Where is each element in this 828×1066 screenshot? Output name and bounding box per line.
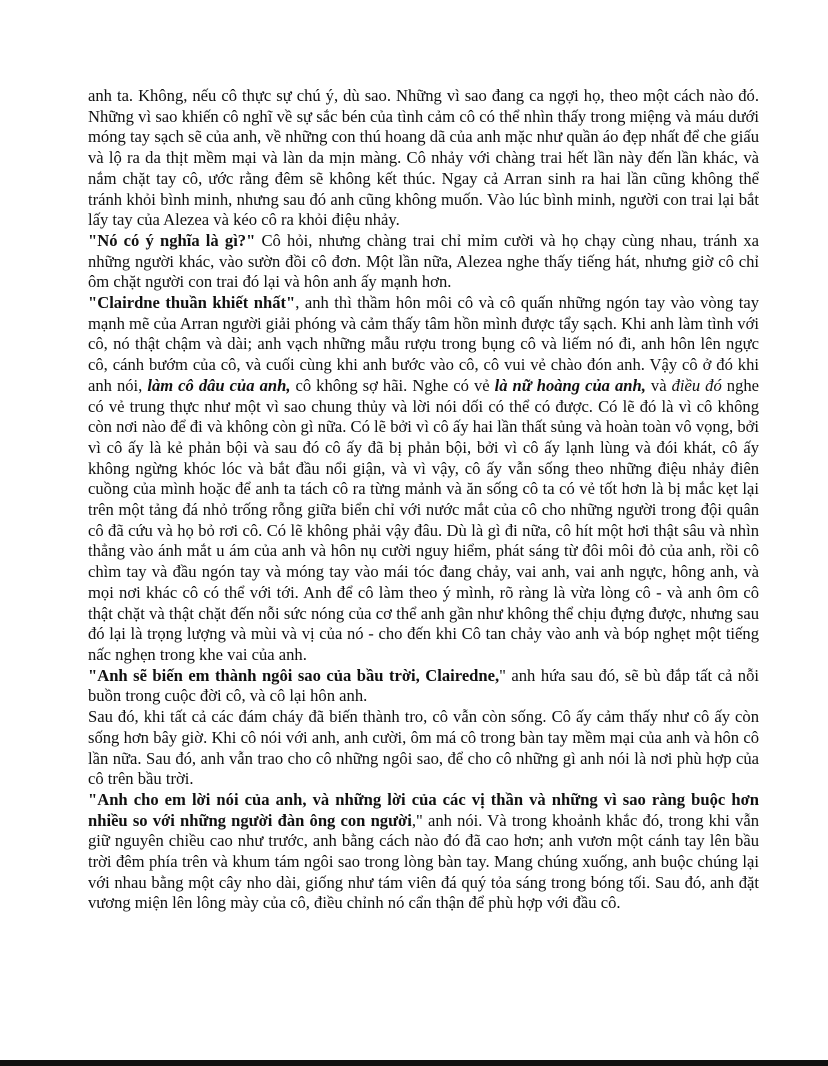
text-run: Sau đó, khi tất cả các đám cháy đã biến thành tro, cô vẫn còn sống. Cô ấy cảm thấy như cô ấy còn sống hơn bây giờ. Khi cô nói với anh, anh cười, ôm má cô trong bàn tay mềm mại của anh và hôn cô lần nữa. Sau đó, anh vẫn trao cho cô những ngôi sao, để cho cô những gì anh nói là nơi phù hợp của cô trên bầu trời. [88, 707, 759, 789]
text-run: Cô hỏi, nhưng chàng trai chỉ mỉm cười và họ chạy cùng nhau, tránh xa những người khác, vào sườn đồi cô đơn. Một lần nữa, Alezea nghe thấy tiếng hát, nhưng giờ cô chỉ ôm chặt người con trai đó lại và hôn anh ấy mạnh hơn. [88, 230, 759, 292]
emphasis-text: làm cô dâu của anh, [147, 375, 291, 395]
text-run: và [645, 375, 672, 395]
paragraph [88, 666, 759, 707]
text-run: ," anh nói. Và trong khoảnh khắc đó, trong khi vẫn giữ nguyên chiều cao như trước, anh bằng cách nào đó đã cao hơn; anh vươn một cánh tay lên bầu trời đêm phía trên và khum tám ngôi sao trong lòng bàn tay. Mang chúng xuống, anh buộc chúng lại với nhau bằng một cây nho dài, giống như tám viên đá quý tỏa sáng trong bóng tối. Sau đó, anh đặt vương miện lên lông mày của cô, điều chỉnh nó cẩn thận để phù hợp với đầu cô. [88, 810, 759, 913]
emphasis-text: "Nó có ý nghĩa là gì?" [88, 230, 256, 250]
text-run: anh ta. Không, nếu cô thực sự chú ý, dù sao. Những vì sao đang ca ngợi họ, theo một cách nào đó. Những vì sao khiến cô nghĩ về sự sắc bén của tình cảm cô có thể nhìn thấy trong miệng và máu dưới móng tay sạch sẽ của anh, về những con thú hoang dã của anh mặc như quần áo đẹp nhất để che giấu và lộ ra da thịt mềm mại và làn da mịn màng. Cô nhảy với chàng trai hết lần này đến lần khác, và nắm chặt tay cô, ước rằng đêm sẽ không kết thúc. Ngay cả Arran sinh ra hai lần cũng không thể tránh khỏi bình minh, nhưng sau đó anh cũng không muốn. Vào lúc bình minh, người con trai lại bắt lấy tay của Alezea và kéo cô ra khỏi điệu nhảy. [88, 86, 759, 230]
text-run: cô không sợ hãi. Nghe có vẻ [290, 375, 495, 395]
emphasis-text: điều đó [671, 375, 722, 395]
paragraph [88, 293, 759, 666]
text-run: nghe có vẻ trung thực như một vì sao chung thủy và lời nói dối có thể có được. Có lẽ đó là vì cô không còn nơi nào để đi và không còn gì nữa. Có lẽ bởi vì cô ấy hai lần thất sủng và hoàn toàn vô vọng, bởi vì cô ấy là kẻ phản bội và sau đó cô ấy đã bị phản bội, bởi vì cô ấy lạnh lùng và đói khát, cô ấy không ngừng khóc lóc và bắt đầu nổi giận, và vì vậy, cô ấy vẫn sống theo những điệu nhảy điên cuồng của mình hoặc để anh ta tách cô ra từng mảnh và ăn sống cô ta có vẻ tốt hơn là bị mắc kẹt lại trên một tảng đá nhỏ trống rỗng giữa biển chỉ với nước mắt của cô cho những người trong đội quân cô đã cứu và họ bỏ rơi cô. Có lẽ không phải vậy đâu. Dù là gì đi nữa, cô hít một hơi thật sâu và nhìn thẳng vào ánh mắt u ám của anh và hôn nụ cười nguy hiểm, phát sáng từ đôi môi đỏ của anh, rồi cô chìm tay và đầu ngón tay và móng tay vào mái tóc đang chảy, vai anh, vai anh ngực, hông anh, và mọi nơi khác cô có thể với tới. Anh để cô làm theo ý mình, rõ ràng là vừa lòng cô - và anh ôm cô thật chặt và thật chặt đến nỗi sức nóng của cơ thể anh gần như không thể chịu đựng được, nhưng sau đó lại là trọng lượng và mùi và vị của nó - cho đến khi Cô tan chảy vào anh và bóp nghẹt một tiếng nấc nghẹn trong khe vai của anh. [88, 375, 760, 664]
text-run: , anh thì thầm hôn môi cô và cô quấn những ngón tay vào vòng tay mạnh mẽ của Arran người giải phóng và cảm thấy tâm hồn mình được tẩy sạch. Khi anh làm tình với cô, nó thật chậm và dài; anh vạch những mẫu rượu trong bụng cô và liếm nó đi, anh hôn lên ngực cô, cánh bướm của cô, và cuối cùng khi anh bước vào cô, cô vui vẻ chào đón anh. Vậy cô ở đó khi anh nói, [88, 293, 759, 395]
bottom-edge-bar [0, 1060, 828, 1066]
emphasis-text: "Clairdne thuần khiết nhất" [88, 293, 296, 313]
paragraph [88, 790, 759, 914]
paragraph [88, 231, 759, 293]
document-page [88, 86, 759, 914]
paragraph [88, 86, 759, 231]
emphasis-text: "Anh sẽ biến em thành ngôi sao của bầu trời, Clairedne, [88, 665, 500, 685]
text-run: " anh hứa sau đó, sẽ bù đắp tất cả nỗi buồn trong cuộc đời cô, và cô lại hôn anh. [88, 665, 759, 706]
emphasis-text: "Anh cho em lời nói của anh, và những lời của các vị thần và những vì sao ràng buộc hơn nhiều so với những người đàn ông con người [88, 789, 759, 830]
paragraph [88, 707, 759, 790]
emphasis-text: là nữ hoàng của anh, [494, 375, 646, 395]
